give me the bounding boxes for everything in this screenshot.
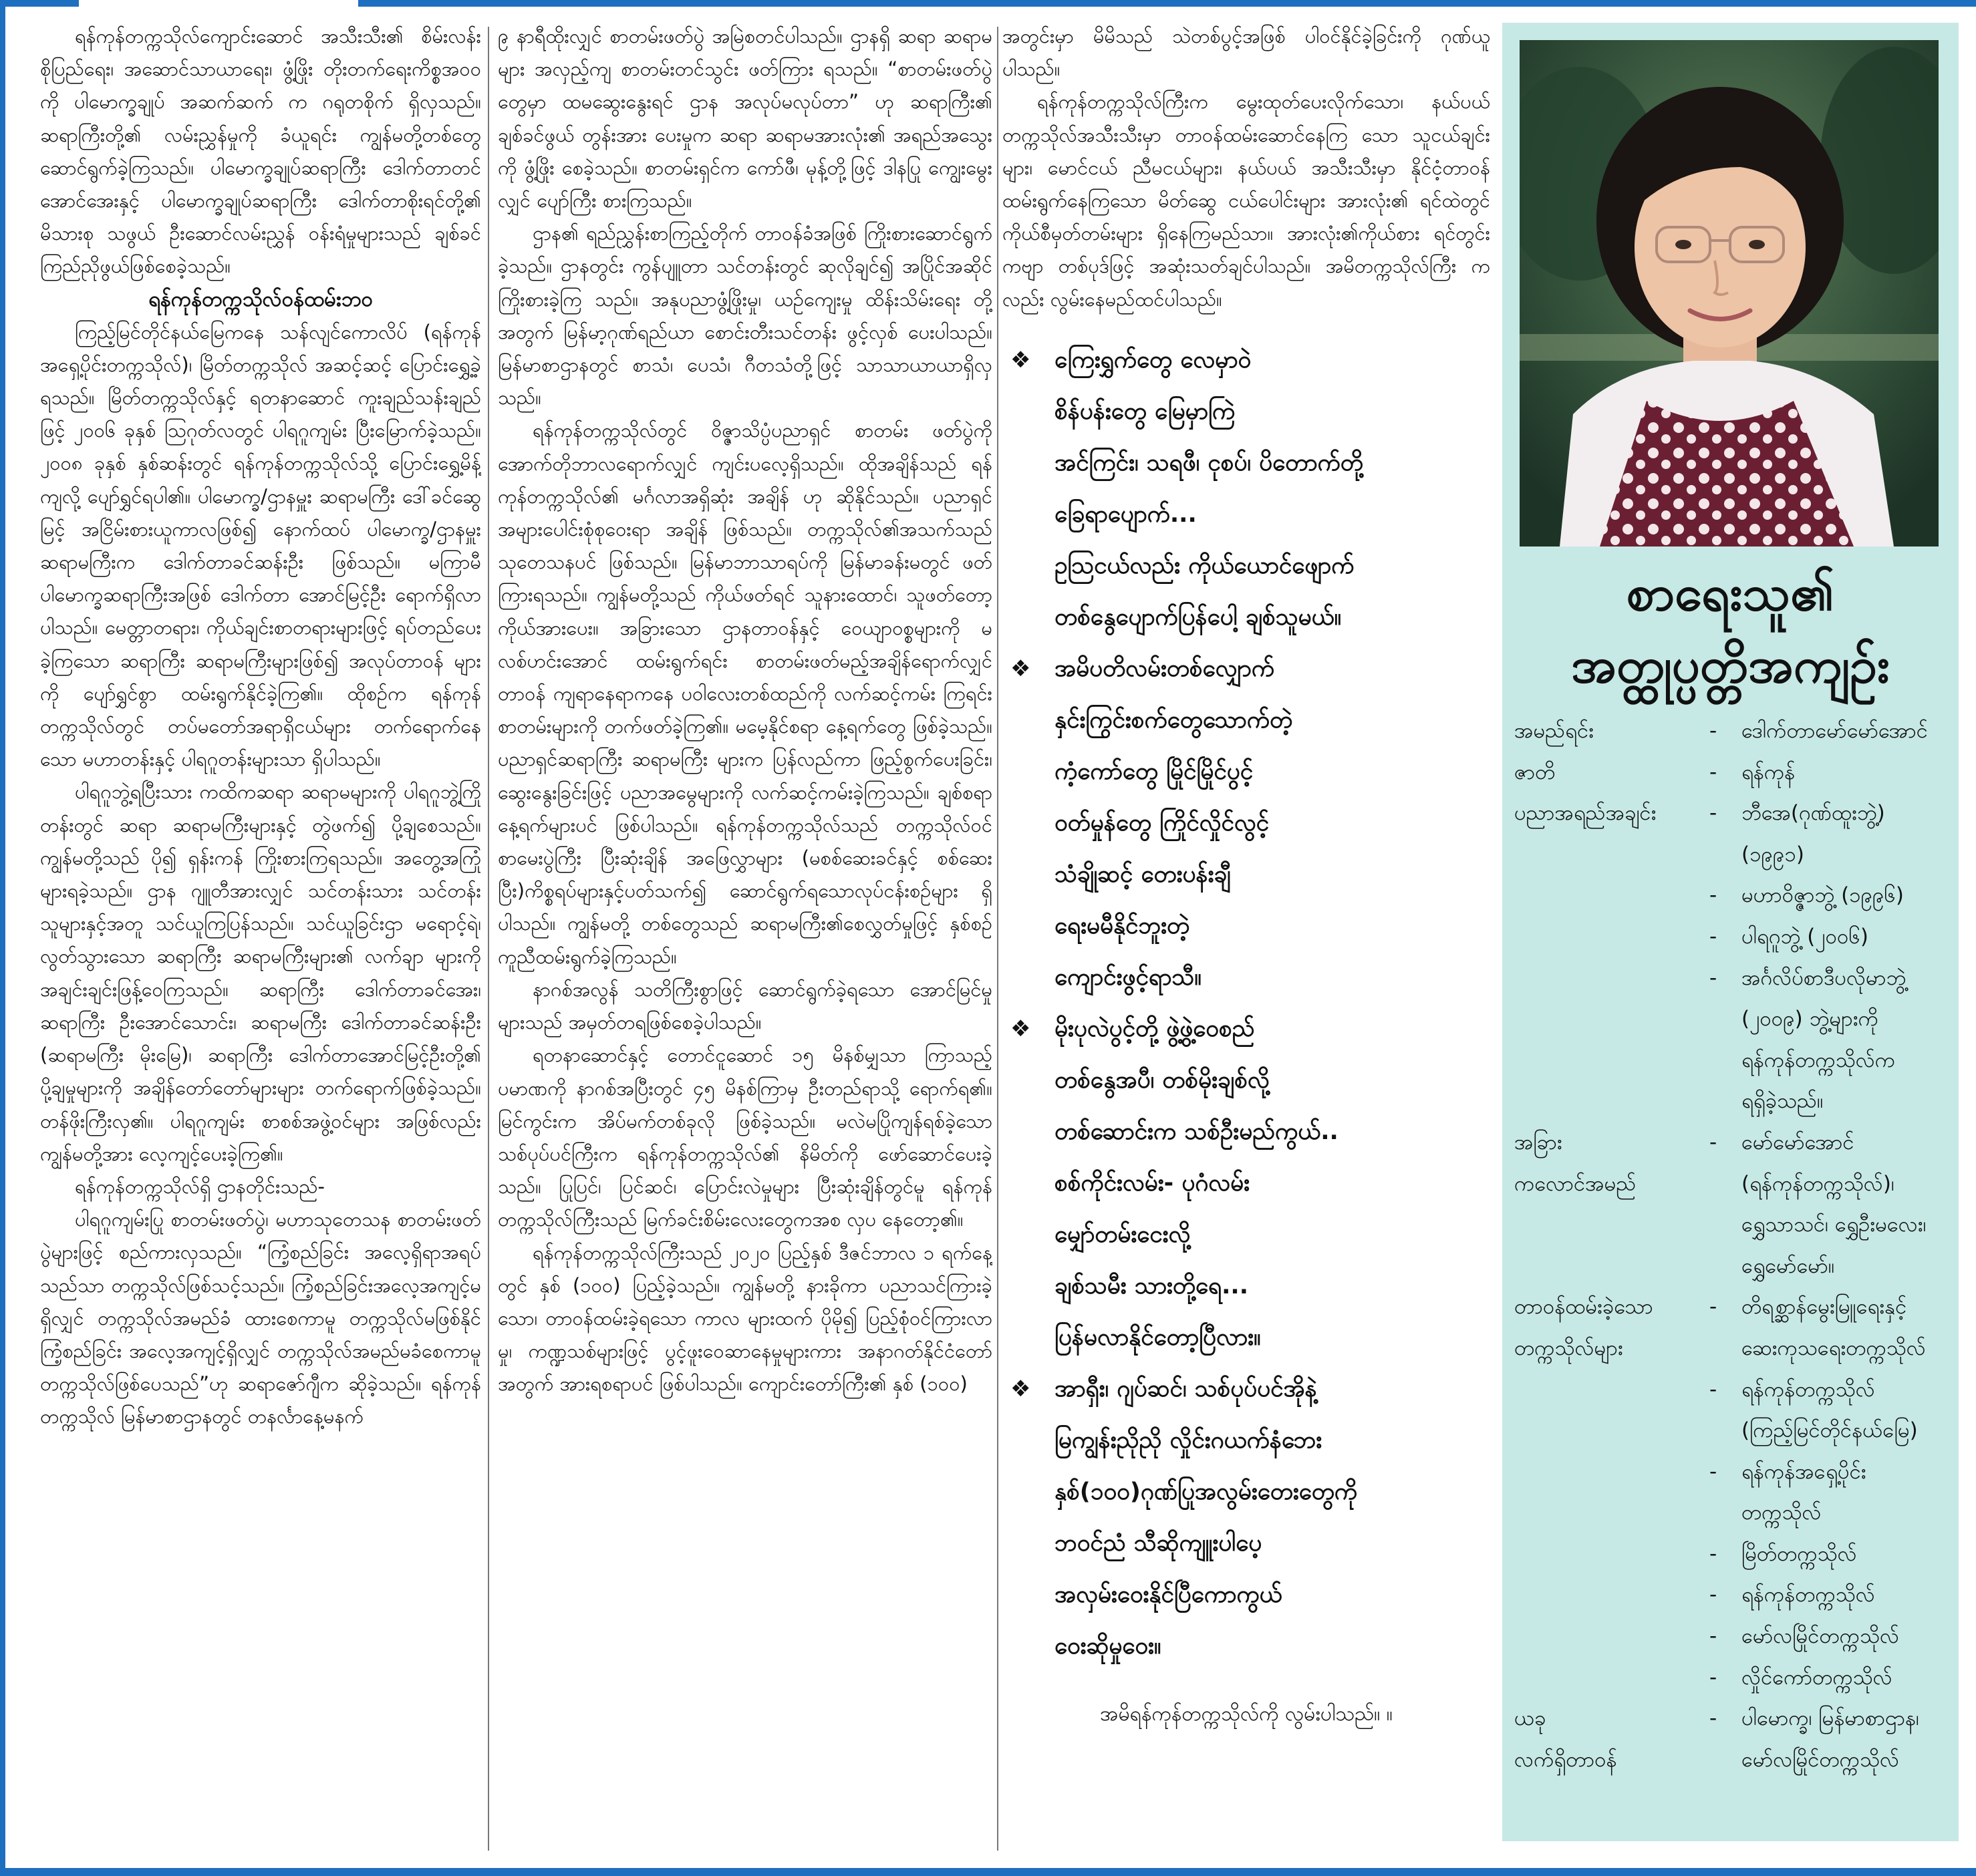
poem-line: မြကျွန်းညိုညို လှိုင်းဂယက်နံဘေး xyxy=(1054,1426,1322,1454)
bio-label: အခြား xyxy=(1514,1130,1562,1154)
poem-line: မိုးပုလဲပွင့်တို့ ဖွဲ့ဖွဲ့ဝေစည် xyxy=(1054,1015,1255,1042)
poem-line: အင်ကြင်း၊ သရဖီ၊ ငုစပ်၊ ပိတောက်တို့ xyxy=(1054,449,1363,476)
poem-line: ချစ်သမီး သားတို့ရေ... xyxy=(1054,1272,1248,1299)
bio-label xyxy=(1514,1246,1709,1287)
poem-line: နှင်းကြွင်းစက်တွေသောက်တဲ့ xyxy=(1054,706,1293,734)
poem-line: ဝတ်မှုန်တွေ ကြိုင်လှိုင်လွင့် xyxy=(1054,809,1270,836)
diamond-bullet-icon: ❖ xyxy=(1010,1015,1031,1042)
poem xyxy=(1002,335,1490,1672)
bio-dash xyxy=(1709,1410,1741,1452)
bio-dash: - xyxy=(1709,1459,1717,1484)
bio-row xyxy=(1514,1534,1949,1575)
bio-label: ကလောင်အမည် xyxy=(1514,1171,1637,1196)
bio-row xyxy=(1514,999,1949,1040)
sidebar-title-line: စာရေးသူ၏ xyxy=(1627,565,1834,622)
author-photo xyxy=(1520,40,1939,546)
bio-value: (၁၉၉၁) xyxy=(1741,842,1804,867)
poem-line: နှစ်(၁၀၀)ဂုဏ်ပြုအလွမ်းတေးတွေကို xyxy=(1054,1478,1358,1505)
bio-dash xyxy=(1709,1081,1741,1122)
bio-value: ပါမောက္ခ၊ မြန်မာစာဌာန၊ xyxy=(1741,1706,1919,1731)
paragraph: ရန်ကုန်တက္ကသိုလ်ကြီးက မွေးထုတ်ပေးလိုက်သော၊ နယ်ပယ်တက္ကသိုလ်အသီးသီးမှာ တာဝန်ထမ်းဆောင်နေကြ သော သူငယ်ချင်းများ၊ မောင်ငယ် ညီမငယ်များ၊ နယ်ပယ် အသီးသီးမှာ နိုင်ငံ့တာဝန်ထမ်းရွက်နေကြသော မိတ်ဆွေ ငယ်ပေါင်းများ အားလုံး၏ ရင်ထဲတွင် ကိုယ်စီမှတ်တမ်းများ ရှိနေကြမည်သာ။ အားလုံး၏ကိုယ်စား ရင်တွင်းကဗျာ တစ်ပုဒ်ဖြင့် အဆုံးသတ်ချင်ပါသည်။ အမိတက္ကသိုလ်ကြီး ကလည်း လွမ်းနေမည်ထင်ပါသည်။ xyxy=(1002,90,1490,311)
bio-dash xyxy=(1709,1740,1741,1781)
bio-row xyxy=(1514,1246,1949,1287)
bio-label xyxy=(1514,1452,1709,1493)
diamond-bullet-icon: ❖ xyxy=(1010,346,1031,373)
bio-row xyxy=(1514,1287,1949,1328)
bio-label xyxy=(1514,1658,1709,1699)
poem-stanza xyxy=(1002,1003,1490,1364)
bio-value: ဆေးကုသရေးတက္ကသိုလ် xyxy=(1741,1336,1926,1360)
poem-line: တစ်နွေအပီ၊ တစ်မိုးချစ်လို့ xyxy=(1054,1066,1270,1094)
bio-label: ဇာတိ xyxy=(1514,760,1556,784)
bio-value: လှိုင်ကော်တက္ကသိုလ် xyxy=(1741,1665,1892,1690)
bio-value: တက္ကသိုလ် xyxy=(1741,1501,1822,1525)
bio-row xyxy=(1514,875,1949,917)
poem-line: ခြေရာပျောက်... xyxy=(1054,500,1197,528)
bio-label xyxy=(1514,1616,1709,1658)
bio-dash xyxy=(1709,1493,1741,1534)
bio-dash: - xyxy=(1709,965,1717,990)
bio-value: ဘီအေ(ဂုဏ်ထူးဘွဲ့) xyxy=(1741,801,1885,826)
bio-dash xyxy=(1709,1164,1741,1205)
bio-value: မော်မော်အောင် xyxy=(1741,1130,1854,1154)
bio-label: ယခု xyxy=(1514,1706,1546,1731)
bio-value: (ကြည့်မြင်တိုင်နယ်မြေ) xyxy=(1741,1418,1918,1443)
poem-line: စိန်ပန်းတွေ မြေမှာကြဲ xyxy=(1054,398,1236,425)
bio-row xyxy=(1514,1658,1949,1699)
bio-dash: - xyxy=(1709,1377,1717,1402)
bio-label: တက္ကသိုလ်များ xyxy=(1514,1336,1623,1360)
bio-row xyxy=(1514,1205,1949,1246)
bio-label xyxy=(1514,875,1709,917)
bio-label: ပညာအရည်အချင်း xyxy=(1514,801,1657,826)
author-portrait-icon xyxy=(1520,40,1939,546)
bio-row xyxy=(1514,1410,1949,1452)
bio-row xyxy=(1514,958,1949,999)
poem-line: ကြေးရွှက်တွေ လေမှာဝဲ xyxy=(1054,346,1252,373)
bio-row xyxy=(1514,1493,1949,1534)
bio-value: (၂၀၀၉) ဘွဲ့များကို xyxy=(1741,1007,1878,1032)
bio-value: အင်္ဂလိပ်စာဒီပလိုမာဘွဲ့ xyxy=(1741,965,1907,990)
bio-row xyxy=(1514,711,1949,752)
bio-dash: - xyxy=(1709,1130,1717,1154)
bio-row xyxy=(1514,1040,1949,1082)
frame-bottom xyxy=(0,1868,1976,1876)
bio-label: အမည်ရင်း xyxy=(1514,719,1594,743)
bio-row xyxy=(1514,1081,1949,1122)
frame-left xyxy=(0,0,5,1876)
bio-dash: - xyxy=(1709,924,1717,949)
frame-top-left xyxy=(0,0,79,7)
diamond-bullet-icon: ❖ xyxy=(1010,655,1031,682)
bio-dash: - xyxy=(1709,1706,1717,1731)
bio-dash: - xyxy=(1709,801,1717,826)
paragraph: ကြည့်မြင်တိုင်နယ်မြေကနေ သန်လျင်ကောလိပ် (ရန်ကုန်အရှေ့ပိုင်းတက္ကသိုလ်)၊ မြိတ်တက္ကသိုလ် အဆင့်ဆင့် ပြောင်းရွှေ့ခဲ့ရသည်။ မြိတ်တက္ကသိုလ်နှင့် ရတနာဆောင် ကူးချည်သန်းချည်ဖြင့် ၂၀၀၆ ခုနှစ် ဩဂုတ်လတွင် ပါရဂူကျမ်း ပြီးမြောက်ခဲ့သည်။ ၂၀၀၈ ခုနှစ် နှစ်ဆန်းတွင် ရန်ကုန်တက္ကသိုလ်သို့ ပြောင်းရွှေ့မိန့် ကျလို့ ပျော်ရွှင်ရပါ၏။ ပါမောက္ခ/ဌာနမှူး ဆရာမကြီး ဒေါ်ခင်ဆွေမြင့် အငြိမ်းစားယူကာလဖြစ်၍ နောက်ထပ် ပါမောက္ခ/ဌာနမှူး ဆရာမကြီးက ဒေါက်တာခင်ဆန်းဦး ဖြစ်သည်။ မကြာမီ ပါမောက္ခဆရာကြီးအဖြစ် ဒေါက်တာ အောင်မြင့်ဦး ရောက်ရှိလာပါသည်။ မေတ္တာတရား၊ ကိုယ်ချင်းစာတရားများဖြင့် ရပ်တည်ပေးခဲ့ကြသော ဆရာကြီး ဆရာမကြီးများဖြစ်၍ အလုပ်တာဝန် များကို ပျော်ရွှင်စွာ ထမ်းရွက်နိုင်ခဲ့ကြ၏။ ထိုစဉ်က ရန်ကုန်တက္ကသိုလ်တွင် တပ်မတော်အရာရှိငယ်များ တက်ရောက်နေသော မဟာတန်းနှင့် ပါရဂူတန်းများသာ ရှိပါသည်။ xyxy=(40,320,481,771)
bio-label xyxy=(1514,1575,1709,1616)
bio-row xyxy=(1514,1616,1949,1658)
bio-row xyxy=(1514,752,1949,794)
bio-label xyxy=(1514,1205,1709,1246)
bio-dash xyxy=(1709,1328,1741,1370)
bio-value: ဒေါက်တာမော်မော်အောင် xyxy=(1741,719,1928,743)
bio-row xyxy=(1514,1370,1949,1411)
poem-line: ဝေးဆိုမှုဝေး။ xyxy=(1054,1632,1161,1660)
paragraph: ဌာန၏ ရည်ညွှန်းစာကြည့်တိုက် တာဝန်ခံအဖြစ် ကြိုးစားဆောင်ရွက်ခဲ့သည်။ ဌာနတွင်း ကွန်ပျူတာ သင်တန်းတွင် ဆုလိုချင်၍ အပြိုင်အဆိုင် ကြိုးစားခဲ့ကြ သည်။ အနုပညာဖွံ့ဖြိုးမှု၊ ယဉ်ကျေးမှု ထိန်းသိမ်းရေး တို့အတွက် မြန်မာ့ဂုဏ်ရည်ယာ စောင်းတီးသင်တန်း ဖွင့်လှစ် ပေးပါသည်။ မြန်မာစာဌာနတွင် စာသံ၊ ပေသံ၊ ဂီတသံတို့ဖြင့် သာသာယာယာရှိလှသည်။ xyxy=(498,222,992,410)
paragraph: ရန်ကုန်တက္ကသိုလ်တွင် ဝိဇ္ဇာသိပ္ပံပညာရှင် စာတမ်း ဖတ်ပွဲကို အောက်တိုဘာလရောက်လျှင် ကျင်းပလေ့ရှိသည်။ ထိုအချိန်သည် ရန်ကုန်တက္ကသိုလ်၏ မင်္ဂလာအရှိဆုံး အချိန် ဟု ဆိုနိုင်သည်။ ပညာရှင်အများပေါင်းစုံစုဝေးရာ အချိန် ဖြစ်သည်။ တက္ကသိုလ်၏အသက်သည် သုတေသနပင် ဖြစ်သည်။ မြန်မာဘာသာရပ်ကို မြန်မာခန်းမတွင် ဖတ်ကြားရသည်။ ကျွန်မတို့သည် ကိုယ်ဖတ်ရင် သူနားထောင်၊ သူဖတ်တော့ ကိုယ်အားပေး။ အခြားသော ဌာနတာဝန်နှင့် ဝေယျာဝစ္စများကို မလစ်ဟင်းအောင် ထမ်းရွက်ရင်း စာတမ်းဖတ်မည့်အချိန်ရောက်လျှင် တာဝန် ကျရာနေရာကနေ ပဝါလေးတစ်ထည်ကို လက်ဆင့်ကမ်း ကြရင်း စာတမ်းများကို တက်ဖတ်ခဲ့ကြ၏။ မမေ့နိုင်စရာ နေ့ရက်တွေ ဖြစ်ခဲ့သည်။ ပညာရှင်ဆရာကြီး ဆရာမကြီး များက ပြန်လည်ကာ ဖြည့်စွက်ပေးခြင်း၊ ဆွေးနွေးခြင်းဖြင့် ပညာအမွေများကို လက်ဆင့်ကမ်းခဲ့ကြသည်။ ချစ်စရာ နေ့ရက်များပင် ဖြစ်ပါသည်။ ရန်ကုန်တက္ကသိုလ်သည် တက္ကသိုလ်ဝင်စာမေးပွဲကြီး ပြီးဆုံးချိန် အဖြေလွှာများ (မစစ်ဆေးခင်နှင့် စစ်ဆေးပြီး)ကိစ္စရပ်များနှင့်ပတ်သက်၍ ဆောင်ရွက်ရသောလုပ်ငန်းစဉ်များ ရှိပါသည်။ ကျွန်မတို့ တစ်တွေသည် ဆရာမကြီး၏စေလွှတ်မှုဖြင့် နှစ်စဉ် ကူညီထမ်းရွက်ခဲ့ကြသည်။ xyxy=(498,419,992,968)
bio-row xyxy=(1514,917,1949,958)
paragraph: ပါရဂူကျမ်းပြု စာတမ်းဖတ်ပွဲ၊ မဟာသုတေသန စာတမ်းဖတ်ပွဲများဖြင့် စည်ကားလှသည်။ “ကြံ့စည်ခြင်း အလေ့ရှိရာအရပ်သည်သာ တက္ကသိုလ်ဖြစ်သင့်သည်။ ကြံ့စည်ခြင်းအလေ့အကျင့်မရှိလျှင် တက္ကသိုလ်အမည်ခံ ထားစေကာမူ တက္ကသိုလ်မဖြစ်နိုင် ကြံ့စည်ခြင်း အလေ့အကျင့်ရှိလျှင် တက္ကသိုလ်အမည်မခံစေကာမူ တက္ကသိုလ်ဖြစ်ပေသည်”ဟု ဆရာဇော်ဂျီက ဆိုခဲ့သည်။ ရန်ကုန်တက္ကသိုလ် မြန်မာစာဌာနတွင် တနင်္လာနေ့မနက် xyxy=(40,1208,481,1428)
bio-label: လက်ရှိတာဝန် xyxy=(1514,1747,1617,1772)
paragraph: ရတနာဆောင်နှင့် တောင်ငူဆောင် ၁၅ မိနစ်မျှသာ ကြာသည့် ပမာဏကို နာဂစ်အပြီးတွင် ၄၅ မိနစ်ကြာမှ ဦးတည်ရာသို့ ရောက်ရ၏။ မြင်ကွင်းက အိပ်မက်တစ်ခုလို ဖြစ်ခဲ့သည်။ မလဲမပြိုကျန်ရစ်ခဲ့သော သစ်ပုပ်ပင်ကြီးက ရန်ကုန်တက္ကသိုလ်၏ နိမိတ်ကို ဖော်ဆောင်ပေးခဲ့သည်။ ပြုပြင်၊ ပြင်ဆင်၊ ပြောင်းလဲမှုများ ပြီးဆုံးချိန်တွင်မူ ရန်ကုန် တက္ကသိုလ်ကြီးသည် မြက်ခင်းစိမ်းလေးတွေကအစ လှပ နေတော့၏။ xyxy=(498,1044,992,1231)
diamond-bullet-icon: ❖ xyxy=(1010,1375,1031,1402)
bio-row xyxy=(1514,1122,1949,1164)
poem-line: ဘဝင်ညံ သီဆိုကျူးပါပေ့ xyxy=(1054,1529,1262,1557)
bio-label xyxy=(1514,917,1709,958)
frame-top-right xyxy=(358,0,1976,7)
author-bio-sidebar xyxy=(1502,23,1959,1841)
poem-stanza xyxy=(1002,335,1490,643)
poem-line: တစ်ဆောင်းက သစ်ဦးမည်ကွယ်.. xyxy=(1054,1118,1338,1145)
bio-row xyxy=(1514,1575,1949,1616)
paragraph: ရန်ကုန်တက္ကသိုလ်ကြီးသည် ၂၀၂၀ ပြည့်နှစ် ဒီဇင်ဘာလ ၁ ရက်နေ့တွင် နှစ် (၁၀၀) ပြည့်ခဲ့သည်။ ကျွန်မတို့ နားခိုကာ ပညာသင်ကြားခဲ့သော၊ တာဝန်ထမ်းခဲ့ရသော ကာလ များထက် ပိုမို၍ ပြည့်စုံဝင်ကြားလာမှု၊ ကဏ္ဍသစ်များဖြင့် ပွင့်ဖူးဝေဆာနေမှုများကား အနာဂတ်နိုင်ငံတော်အတွက် အားရစရာပင် ဖြစ်ပါသည်။ ကျောင်းတော်ကြီး၏ နှစ် (၁၀၀) xyxy=(498,1241,992,1396)
bio-dash: - xyxy=(1709,719,1717,743)
bio-label xyxy=(1514,1410,1709,1452)
bio-row xyxy=(1514,1164,1949,1205)
bio-dash xyxy=(1709,1040,1741,1082)
bio-value: ရန်ကုန်တက္ကသိုလ် xyxy=(1741,1377,1875,1402)
bio-dash: - xyxy=(1709,1583,1717,1607)
bio-dash: - xyxy=(1709,760,1717,784)
poem-stanza xyxy=(1002,643,1490,1003)
bio-dash xyxy=(1709,999,1741,1040)
bio-label xyxy=(1514,1534,1709,1575)
bio-row xyxy=(1514,1740,1949,1781)
bio-value: ရန်ကုန်တက္ကသိုလ်က xyxy=(1741,1048,1896,1072)
bio-row xyxy=(1514,834,1949,876)
bio-row xyxy=(1514,1328,1949,1370)
bio-label xyxy=(1514,834,1709,876)
paragraph: ၉ နာရီထိုးလျှင် စာတမ်းဖတ်ပွဲ အမြဲစတင်ပါသည်။ ဌာနရှိ ဆရာ ဆရာမများ အလှည့်ကျ စာတမ်းတင်သွင်း ဖတ်ကြား ရသည်။ “စာတမ်းဖတ်ပွဲတွေမှာ ထမဆွေးနွေးရင် ဌာန အလုပ်မလုပ်တာ” ဟု ဆရာကြီး၏ ချစ်ခင်ဖွယ် တွန်းအား ပေးမှုက ဆရာ ဆရာမအားလုံး၏ အရည်အသွေးကို ဖွံ့ဖြိုး စေခဲ့သည်။ စာတမ်းရှင်က ကော်ဖီ၊ မုန့်တို့ဖြင့် ဒါနပြု ကျွေးမွေးလျှင် ပျော်ကြီး စားကြသည်။ xyxy=(498,25,992,212)
bio-label xyxy=(1514,1493,1709,1534)
bio-value: မော်လမြိုင်တက္ကသိုလ် xyxy=(1741,1747,1900,1772)
bio-dash xyxy=(1709,1205,1741,1246)
bio-row xyxy=(1514,1698,1949,1740)
bio-dash: - xyxy=(1709,1665,1717,1690)
bio-value: မြိတ်တက္ကသိုလ် xyxy=(1741,1541,1857,1566)
bio-dash xyxy=(1709,1246,1741,1287)
poem-line: ဥဩငယ်လည်း ကိုယ်ယောင်ဖျောက် xyxy=(1054,552,1355,579)
article-column-3 xyxy=(1002,20,1490,1854)
poem-line: အလှမ်းဝေးနိုင်ပြီကောကွယ် xyxy=(1054,1581,1282,1608)
bio-value: ရွှေသာသင်၊ ရွှေဦးမလေး၊ xyxy=(1741,1213,1927,1237)
bio-value: ရန်ကုန်အရှေ့ပိုင်း xyxy=(1741,1459,1866,1484)
poem-line: စစ်ကိုင်းလမ်း- ပုဂံလမ်း xyxy=(1054,1169,1250,1197)
bio-row xyxy=(1514,1452,1949,1493)
bio-label xyxy=(1514,958,1709,999)
bio-value: ပါရဂူဘွဲ့ (၂၀၀၆) xyxy=(1741,924,1868,949)
poem-line: အာရှီး၊ ဂျပ်ဆင်၊ သစ်ပုပ်ပင်အိုနဲ့ xyxy=(1054,1375,1317,1402)
bio-table xyxy=(1514,711,1949,1780)
closing-line: အမိရန်ကုန်တက္ကသိုလ်ကို လွမ်းပါသည်။ ။ xyxy=(1100,1702,1393,1726)
bio-value: ရန်ကုန်တက္ကသိုလ် xyxy=(1741,1583,1875,1607)
poem-line: အမိပတိလမ်းတစ်လျှောက် xyxy=(1054,655,1274,682)
bio-dash: - xyxy=(1709,883,1717,908)
bio-dash xyxy=(1709,834,1741,876)
bio-dash: - xyxy=(1709,1541,1717,1566)
article-column-1 xyxy=(40,20,481,1854)
article-column-2 xyxy=(498,20,992,1854)
poem-line: ကံ့ကော်တွေ မြိုင်မြိုင်ပွင့် xyxy=(1054,758,1254,785)
poem-line: ပြန်မလာနိုင်တော့ပြီလား။ xyxy=(1054,1323,1261,1351)
bio-label: တာဝန်ထမ်းခဲ့သော xyxy=(1514,1295,1653,1319)
bio-value: မဟာဝိဇ္ဇာဘွဲ့ (၁၉၉၆) xyxy=(1741,883,1904,908)
paragraph: ရန်ကုန်တက္ကသိုလ်ကျောင်းဆောင် အသီးသီး၏ စိမ်းလန်းစိုပြည်ရေး၊ အဆောင်သာယာရေး၊ ဖွံ့ဖြိုး တိုးတက်ရေးကိစ္စအဝဝကို ပါမောက္ခချုပ် အဆက်ဆက် က ဂရုတစိုက် ရှိလှသည်။ ဆရာကြီးတို့၏ လမ်းညွှန်မှုကို ခံယူရင်း ကျွန်မတို့တစ်တွေ ဆောင်ရွက်ခဲ့ကြသည်။ ပါမောက္ခချုပ်ဆရာကြီး ဒေါက်တာတင်အောင်အေးနှင့် ပါမောက္ခချုပ်ဆရာကြီး ဒေါက်တာစိုးရင်တို့၏ မိသားစု သဖွယ် ဦးဆောင်လမ်းညွှန် ဝန်းရံမှုများသည် ချစ်ခင် ကြည်ညိုဖွယ်ဖြစ်စေခဲ့သည်။ xyxy=(40,25,481,278)
bio-value: တိရစ္ဆာန်မွေးမြူရေးနှင့် xyxy=(1741,1295,1907,1319)
paragraph: အတွင်းမှာ မိမိသည် သဲတစ်ပွင့်အဖြစ် ပါဝင်နိုင်ခဲ့ခြင်းကို ဂုဏ်ယူပါသည်။ xyxy=(1002,25,1490,81)
bio-value: ရရှိခဲ့သည်။ xyxy=(1741,1089,1824,1114)
bio-value: မော်လမြိုင်တက္ကသိုလ် xyxy=(1741,1624,1900,1649)
bio-value: ရွှေမော်မော်။ xyxy=(1741,1253,1835,1278)
bio-dash: - xyxy=(1709,1295,1717,1319)
bio-value: (ရန်ကုန်တက္ကသိုလ်)၊ xyxy=(1741,1171,1894,1196)
column-divider xyxy=(997,27,998,1851)
paragraph: နာဂစ်အလွန် သတိကြီးစွာဖြင့် ဆောင်ရွက်ခဲ့ရသော အောင်မြင်မှုများသည် အမှတ်တရဖြစ်စေခဲ့ပါသည်။ xyxy=(498,977,992,1034)
section-heading: ရန်ကုန်တက္ကသိုလ်ဝန်ထမ်းဘဝ xyxy=(148,287,374,311)
poem-line: သံချိုဆင့် တေးပန်းချီ xyxy=(1054,861,1231,888)
bio-dash: - xyxy=(1709,1624,1717,1649)
poem-stanza xyxy=(1002,1364,1490,1672)
bio-label xyxy=(1514,1040,1709,1082)
bio-label xyxy=(1514,1370,1709,1411)
bio-label xyxy=(1514,1081,1709,1122)
bio-value: ရန်ကုန် xyxy=(1741,760,1796,784)
sidebar-title-line: အတ္ထုပ္ပတ္တိအကျဉ်း xyxy=(1571,637,1890,694)
paragraph: ရန်ကုန်တက္ကသိုလ်ရှိ ဌာနတိုင်းသည်- xyxy=(75,1175,325,1198)
bio-label xyxy=(1514,999,1709,1040)
poem-line: ရေးမမီနိုင်ဘူးတဲ့ xyxy=(1054,912,1190,939)
bio-row xyxy=(1514,793,1949,834)
poem-line: မျှော်တမ်းငေးလို့ xyxy=(1054,1221,1191,1248)
sidebar-title xyxy=(1502,557,1959,701)
column-divider xyxy=(488,27,489,1851)
poem-line: တစ်နွေပျောက်ပြန်ပေါ့ ချစ်သူမယ်။ xyxy=(1054,603,1342,631)
poem-line: ကျောင်းဖွင့်ရာသီ။ xyxy=(1054,963,1202,991)
paragraph: ပါရဂူဘွဲ့ရပြီးသား ကထိကဆရာ ဆရာမများကို ပါရဂူဘွဲ့ကြိုတန်းတွင် ဆရာ ဆရာမကြီးများနှင့် တွဲဖက်၍ ပို့ချစေသည်။ ကျွန်မတို့သည် ပို၍ ရှန်းကန် ကြိုးစားကြရသည်။ အတွေ့အကြုံများရခဲ့သည်။ ဌာန ဂျူတီအားလျှင် သင်တန်းသား သင်တန်းသူများနှင့်အတူ သင်ယူကြပြန်သည်။ သင်ယူခြင်းဌာ မရောင့်ရဲ၊ လွတ်သွားသော ဆရာကြီး ဆရာမကြီးများ၏ လက်ချာ များကို အချင်းချင်းဖြန့်ဝေကြသည်။ ဆရာကြီး ဒေါက်တာခင်အေး၊ ဆရာကြီး ဦးအောင်သောင်း၊ ဆရာမကြီး ဒေါက်တာခင်ဆန်းဦး (ဆရာမကြီး မိုးမြေ)၊ ဆရာကြီး ဒေါက်တာအောင်မြင့်ဦးတို့၏ ပို့ချမှုများကို အချိန်တော်တော်များများ တက်ရောက်ဖြစ်ခဲ့သည်။ တန်ဖိုးကြီးလှ၏။ ပါရဂူကျမ်း စာစစ်အဖွဲ့ဝင်များ အဖြစ်လည်း ကျွန်မတို့အား လေ့ကျင့်ပေးခဲ့ကြ၏။ xyxy=(40,780,481,1165)
